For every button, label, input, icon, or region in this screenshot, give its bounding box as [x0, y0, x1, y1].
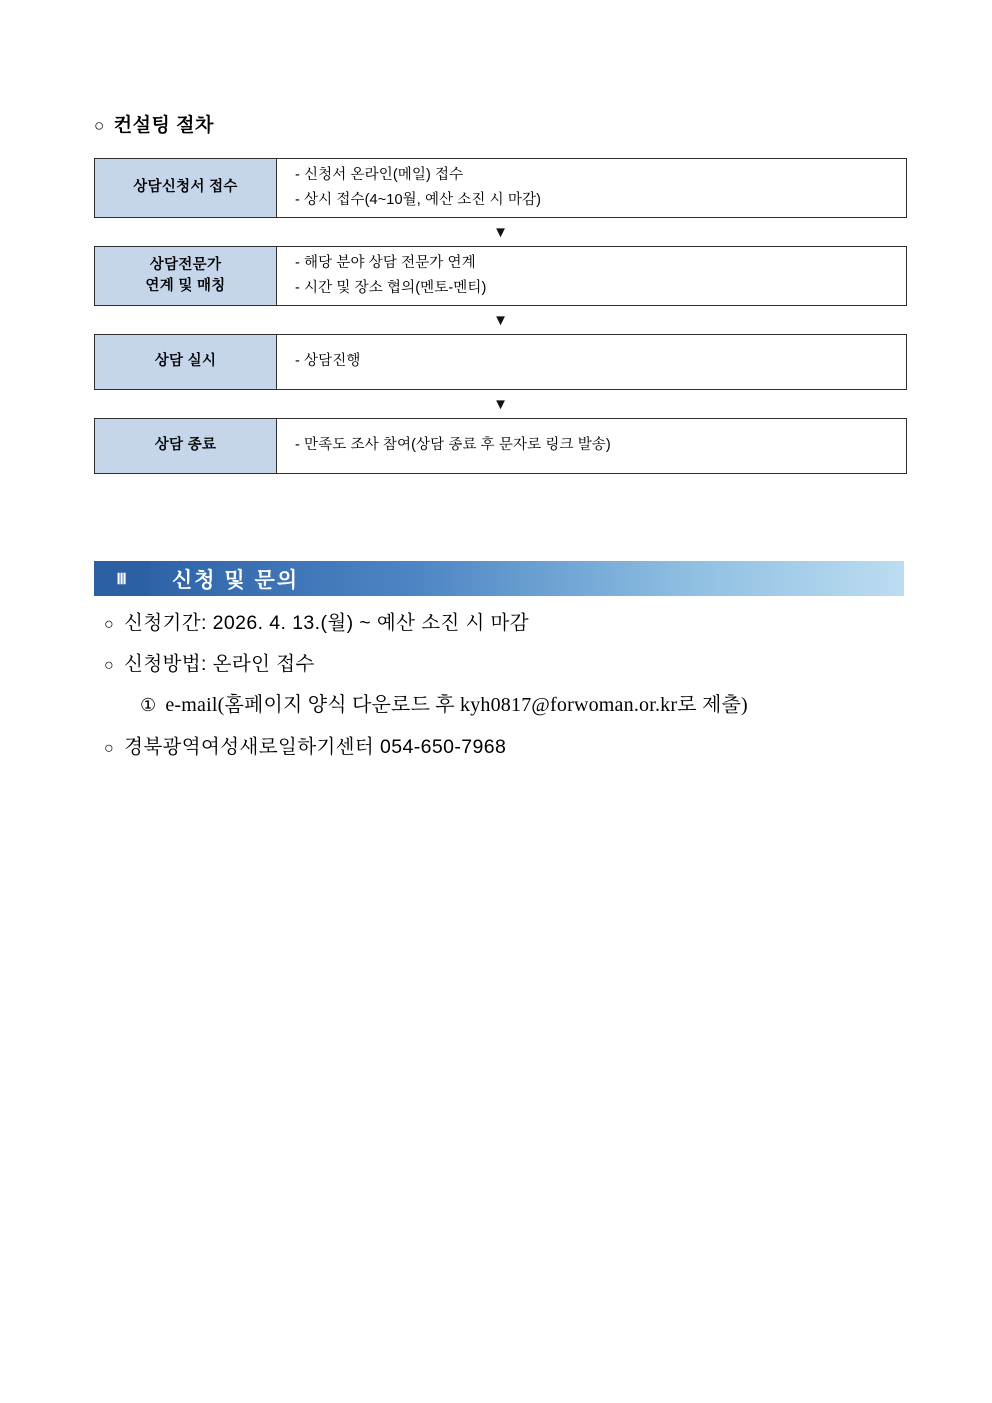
flow-step-4-body — [277, 419, 906, 473]
flow-step-2-line-1: - 해당 분야 상담 전문가 연계 — [295, 254, 476, 271]
flow-step-4-label-line1: 상담 종료 — [154, 437, 217, 454]
apply-period-item — [104, 608, 924, 638]
contact-item — [104, 732, 924, 762]
apply-method-email-text: e-mail(홈페이지 양식 다운로드 후 kyh0817@forwoman.or.kr로 제출) — [165, 694, 748, 717]
consulting-process-heading — [94, 110, 214, 137]
flow-step-3-label — [95, 335, 277, 389]
flow-step-3 — [94, 334, 907, 390]
consulting-process-flow — [94, 158, 907, 474]
flow-step-2-label-line1: 상담전문가 — [149, 256, 222, 273]
flow-step-3-body — [277, 335, 906, 389]
circle-bullet-icon: ○ — [94, 116, 105, 135]
flow-step-1 — [94, 158, 907, 218]
enumeration-1-icon: ① — [140, 695, 157, 716]
apply-section-number: Ⅲ — [94, 561, 150, 596]
circle-bullet-icon: ○ — [104, 616, 115, 633]
flow-step-4 — [94, 418, 907, 474]
flow-step-3-label-line1: 상담 실시 — [154, 353, 217, 370]
flow-step-3-line-1: - 상담진행 — [295, 353, 361, 370]
apply-period-text: 신청기간: 2026. 4. 13.(월) ~ 예산 소진 시 마감 — [124, 612, 530, 634]
apply-section-title: 신청 및 문의 — [150, 561, 904, 596]
flow-step-2-label-line2: 연계 및 매칭 — [145, 278, 226, 294]
flow-arrow-3: ▼ — [493, 395, 508, 413]
apply-section-banner — [94, 561, 904, 596]
apply-section-content — [104, 608, 924, 774]
flow-arrow-1: ▼ — [493, 223, 508, 241]
flow-step-1-body — [277, 159, 906, 217]
flow-step-4-label — [95, 419, 277, 473]
flow-step-1-line-1: - 신청서 온라인(메일) 접수 — [295, 166, 464, 183]
contact-text: 경북광역여성새로일하기센터 054-650-7968 — [124, 736, 507, 759]
apply-method-text: 신청방법: 온라인 접수 — [124, 653, 315, 676]
flow-step-2-body — [277, 247, 906, 305]
circle-bullet-icon: ○ — [104, 657, 115, 675]
circle-bullet-icon: ○ — [104, 740, 115, 758]
flow-step-1-label-line1: 상담신청서 접수 — [133, 179, 238, 196]
apply-method-sub-item-1 — [140, 690, 924, 721]
flow-step-1-line-2: - 상시 접수(4~10월, 예산 소진 시 마감) — [295, 192, 542, 208]
apply-method-item — [104, 649, 924, 679]
flow-step-2-label — [95, 247, 277, 305]
consulting-process-heading-text: 컨설팅 절차 — [113, 115, 214, 136]
flow-arrow-2: ▼ — [493, 311, 508, 329]
flow-step-4-line-1: - 만족도 조사 참여(상담 종료 후 문자로 링크 발송) — [295, 437, 611, 454]
flow-step-2 — [94, 246, 907, 306]
flow-step-1-label — [95, 159, 277, 217]
flow-step-2-line-2: - 시간 및 장소 협의(멘토-멘티) — [295, 280, 487, 296]
